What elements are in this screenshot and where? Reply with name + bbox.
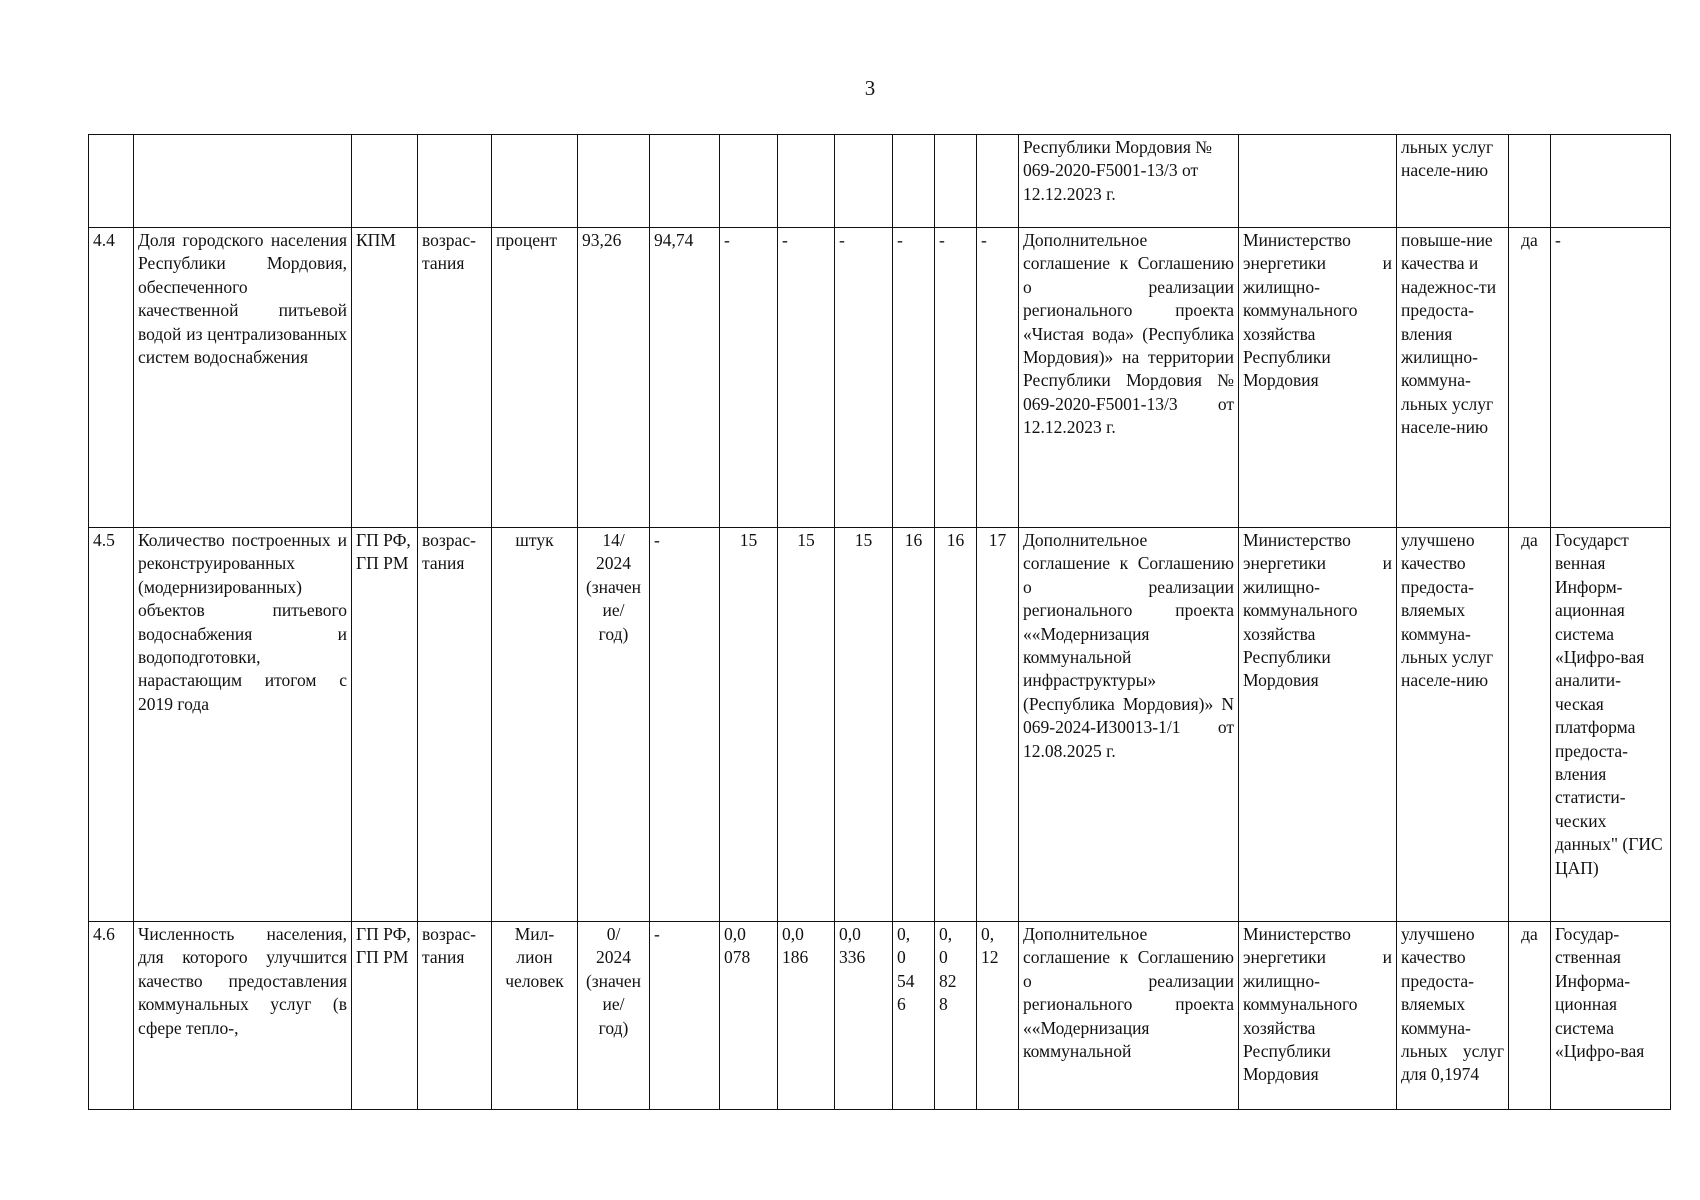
cell-base2: - (650, 528, 720, 922)
cell-year-5: 16 (935, 528, 977, 922)
page-number: 3 (864, 76, 876, 100)
cell-direction: возрас-тания (418, 922, 492, 1110)
cell-year-4: 0, 0 54 6 (893, 922, 935, 1110)
cell-year-6: 17 (977, 528, 1019, 922)
cell-system (1551, 135, 1671, 228)
cell-year-3: - (835, 228, 893, 528)
cell-year-1: 0,0 078 (720, 922, 778, 1110)
cell-year-3: 0,0 336 (835, 922, 893, 1110)
cell-name: Количество построенных и реконструированных (модернизированных) объектов питьевого водоснабжения и водоподготовки, нарастающим итогом с 2019 года (134, 528, 352, 922)
cell-year-2: - (778, 228, 835, 528)
cell-year-3: 15 (835, 528, 893, 922)
cell-name: Доля городского населения Республики Мордовия, обеспеченного качественной питьевой водой из централизованных систем водоснабжения (134, 228, 352, 528)
cell-effect: повыше-ние качества и надежнос-ти предоста-вления жилищно-коммуна-льных услуг населе-нию (1397, 228, 1509, 528)
cell-unit: процент (492, 228, 578, 528)
cell-base2 (650, 135, 720, 228)
cell-year-2 (778, 135, 835, 228)
cell-system: Государст венная Информ-ационная система «Цифро-вая аналити-ческая платформа предоста-вления статисти-ческих данных" (ГИС ЦАП) (1551, 528, 1671, 922)
cell-document: Дополнительное соглашение к Соглашению о реализации регионального проекта «Чистая вода» (Республика Мордовия)» на территории Республики Мордовия № 069-2020-F5001-13/3 от 12.12.2023 г. (1019, 228, 1239, 528)
cell-year-5 (935, 135, 977, 228)
cell-unit: штук (492, 528, 578, 922)
cell-base: 0/ 2024 (значен ие/ год) (578, 922, 650, 1110)
cell-source (352, 135, 418, 228)
cell-flag (1509, 135, 1551, 228)
cell-base: 14/ 2024 (значен ие/ год) (578, 528, 650, 922)
cell-num (89, 135, 134, 228)
cell-source: ГП РФ, ГП РМ (352, 922, 418, 1110)
cell-flag: да (1509, 922, 1551, 1110)
cell-year-4: 16 (893, 528, 935, 922)
cell-document: Республики Мордовия № 069-2020-F5001-13/3 от 12.12.2023 г. (1019, 135, 1239, 228)
cell-system: Государ-ственная Информа-ционная система «Цифро-вая (1551, 922, 1671, 1110)
cell-year-4 (893, 135, 935, 228)
cell-direction (418, 135, 492, 228)
cell-source: ГП РФ, ГП РМ (352, 528, 418, 922)
cell-year-6 (977, 135, 1019, 228)
cell-effect: улучшено качество предоста-вляемых коммуна-льных услуг для 0,1974 (1397, 922, 1509, 1110)
cell-effect: улучшено качество предоста-вляемых коммуна-льных услуг населе-нию (1397, 528, 1509, 922)
cell-source: КПМ (352, 228, 418, 528)
cell-flag: да (1509, 528, 1551, 922)
cell-year-6: - (977, 228, 1019, 528)
cell-name (134, 135, 352, 228)
cell-effect: льных услуг населе-нию (1397, 135, 1509, 228)
table-row (89, 228, 1671, 528)
cell-system: - (1551, 228, 1671, 528)
cell-year-5: - (935, 228, 977, 528)
cell-num: 4.6 (89, 922, 134, 1110)
cell-unit: Мил- лион человек (492, 922, 578, 1110)
cell-responsible: Министерство энергетики и жилищно-коммунального хозяйства Республики Мордовия (1239, 228, 1397, 528)
cell-num: 4.4 (89, 228, 134, 528)
cell-base2: - (650, 922, 720, 1110)
indicators-table (88, 134, 1671, 1110)
cell-responsible (1239, 135, 1397, 228)
cell-year-1 (720, 135, 778, 228)
table-row (89, 922, 1671, 1110)
cell-year-2: 15 (778, 528, 835, 922)
cell-year-2: 0,0 186 (778, 922, 835, 1110)
cell-direction: возрас-тания (418, 528, 492, 922)
table-row (89, 135, 1671, 228)
cell-base2: 94,74 (650, 228, 720, 528)
table-row (89, 528, 1671, 922)
cell-name: Численность населения, для которого улучшится качество предоставления коммунальных услуг (в сфере тепло-, (134, 922, 352, 1110)
cell-year-4: - (893, 228, 935, 528)
cell-responsible: Министерство энергетики и жилищно-коммунального хозяйства Республики Мордовия (1239, 922, 1397, 1110)
cell-document: Дополнительное соглашение к Соглашению о реализации регионального проекта ««Модернизация коммунальной (1019, 922, 1239, 1110)
cell-year-1: 15 (720, 528, 778, 922)
cell-base: 93,26 (578, 228, 650, 528)
cell-unit (492, 135, 578, 228)
cell-num: 4.5 (89, 528, 134, 922)
cell-base (578, 135, 650, 228)
cell-year-6: 0, 12 (977, 922, 1019, 1110)
cell-year-1: - (720, 228, 778, 528)
cell-document: Дополнительное соглашение к Соглашению о реализации регионального проекта ««Модернизация коммунальной инфраструктуры» (Республика Мордовия)» N 069-2024-И30013-1/1 от 12.08.2025 г. (1019, 528, 1239, 922)
cell-year-5: 0, 0 82 8 (935, 922, 977, 1110)
cell-year-3 (835, 135, 893, 228)
cell-responsible: Министерство энергетики и жилищно-коммунального хозяйства Республики Мордовия (1239, 528, 1397, 922)
cell-direction: возрас-тания (418, 228, 492, 528)
cell-flag: да (1509, 228, 1551, 528)
